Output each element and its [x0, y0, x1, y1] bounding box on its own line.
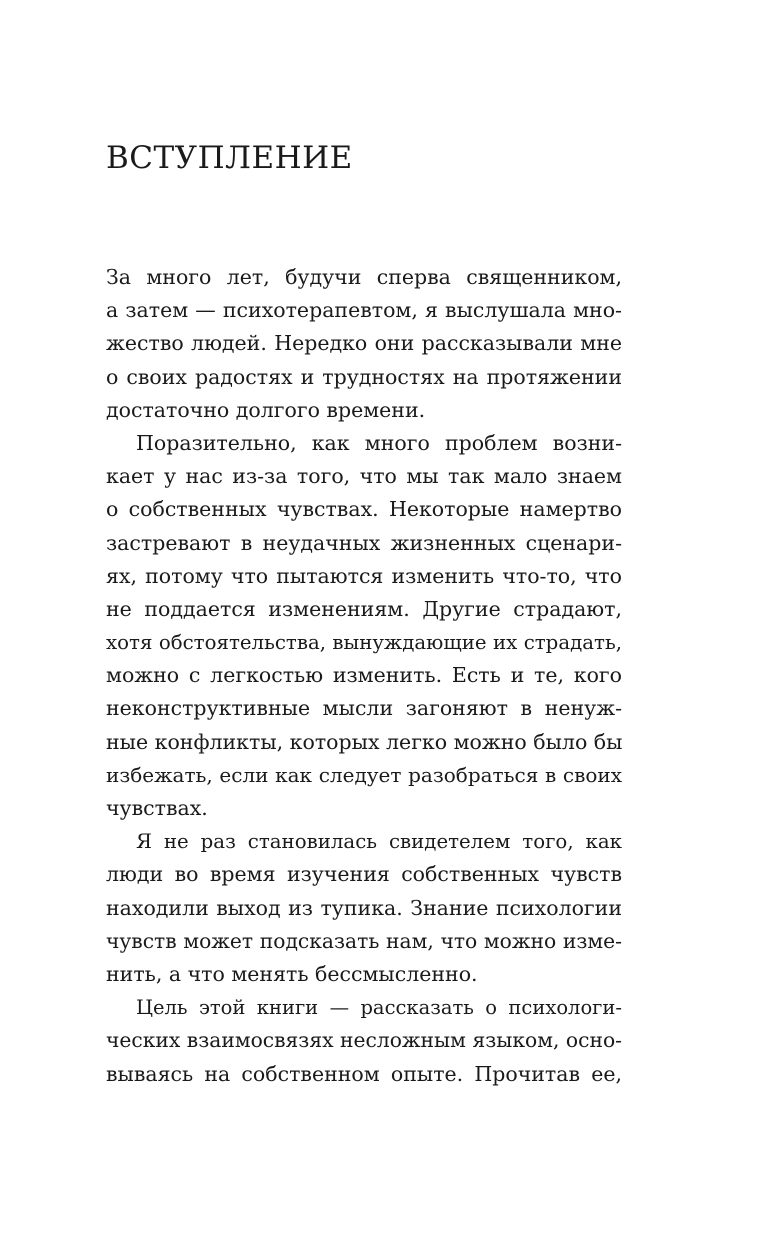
paragraph-2	[106, 427, 622, 825]
text-line: хотя обстоятельства, вынуждающие их страдать,	[106, 631, 622, 655]
paragraph-4	[106, 991, 622, 1091]
text-line: нить, а что менять бессмысленно.	[106, 961, 478, 986]
text-line: За много лет, будучи сперва священником,	[106, 265, 622, 289]
text-line: ные конфликты, которых легко можно было бы	[106, 729, 623, 754]
text-line: а затем — психотерапевтом, я выслушала мно-	[106, 298, 622, 323]
text-line: о собственных чувствах. Некоторые намертво	[106, 497, 622, 522]
text-line: Поразительно, как много проблем возни-	[136, 430, 622, 455]
text-line: Цель этой книги — рассказать о психологи-	[136, 996, 622, 1020]
paragraph-3	[106, 825, 622, 991]
text-line: неконструктивные мысли загоняют в ненуж-	[106, 696, 622, 721]
text-line: достаточно долгого времени.	[106, 397, 426, 422]
text-line: чувств может подсказать нам, что можно изме-	[106, 928, 622, 953]
chapter-title: ВСТУПЛЕНИЕ	[106, 140, 353, 176]
text-line: Я не раз становилась свидетелем того, как	[136, 830, 622, 854]
text-line: кает у нас из-за того, что мы так мало знаем	[106, 464, 622, 489]
text-line: чувствах.	[106, 796, 208, 820]
text-line: можно с легкостью изменить. Есть и те, кого	[106, 663, 622, 688]
text-line: застревают в неудачных жизненных сценари-	[106, 530, 622, 555]
text-line: о своих радостях и трудностях на протяжении	[106, 364, 622, 389]
text-line: вываясь на собственном опыте. Прочитав ее,	[106, 1061, 622, 1086]
text-line: ческих взаимосвязях несложным языком, осно-	[106, 1028, 622, 1053]
text-line: жество людей. Нередко они рассказывали мне	[106, 331, 622, 356]
text-line: люди во время изучения собственных чувств	[106, 862, 622, 887]
text-line: ях, потому что пытаются изменить что-то, что	[106, 563, 622, 588]
text-line: не поддается изменениям. Другие страдают,	[106, 596, 622, 621]
text-line: избежать, если как следует разобраться в своих	[106, 762, 622, 787]
text-line: находили выход из тупика. Знание психологии	[106, 895, 622, 920]
paragraph-1	[106, 261, 622, 427]
body-text	[106, 261, 622, 1091]
